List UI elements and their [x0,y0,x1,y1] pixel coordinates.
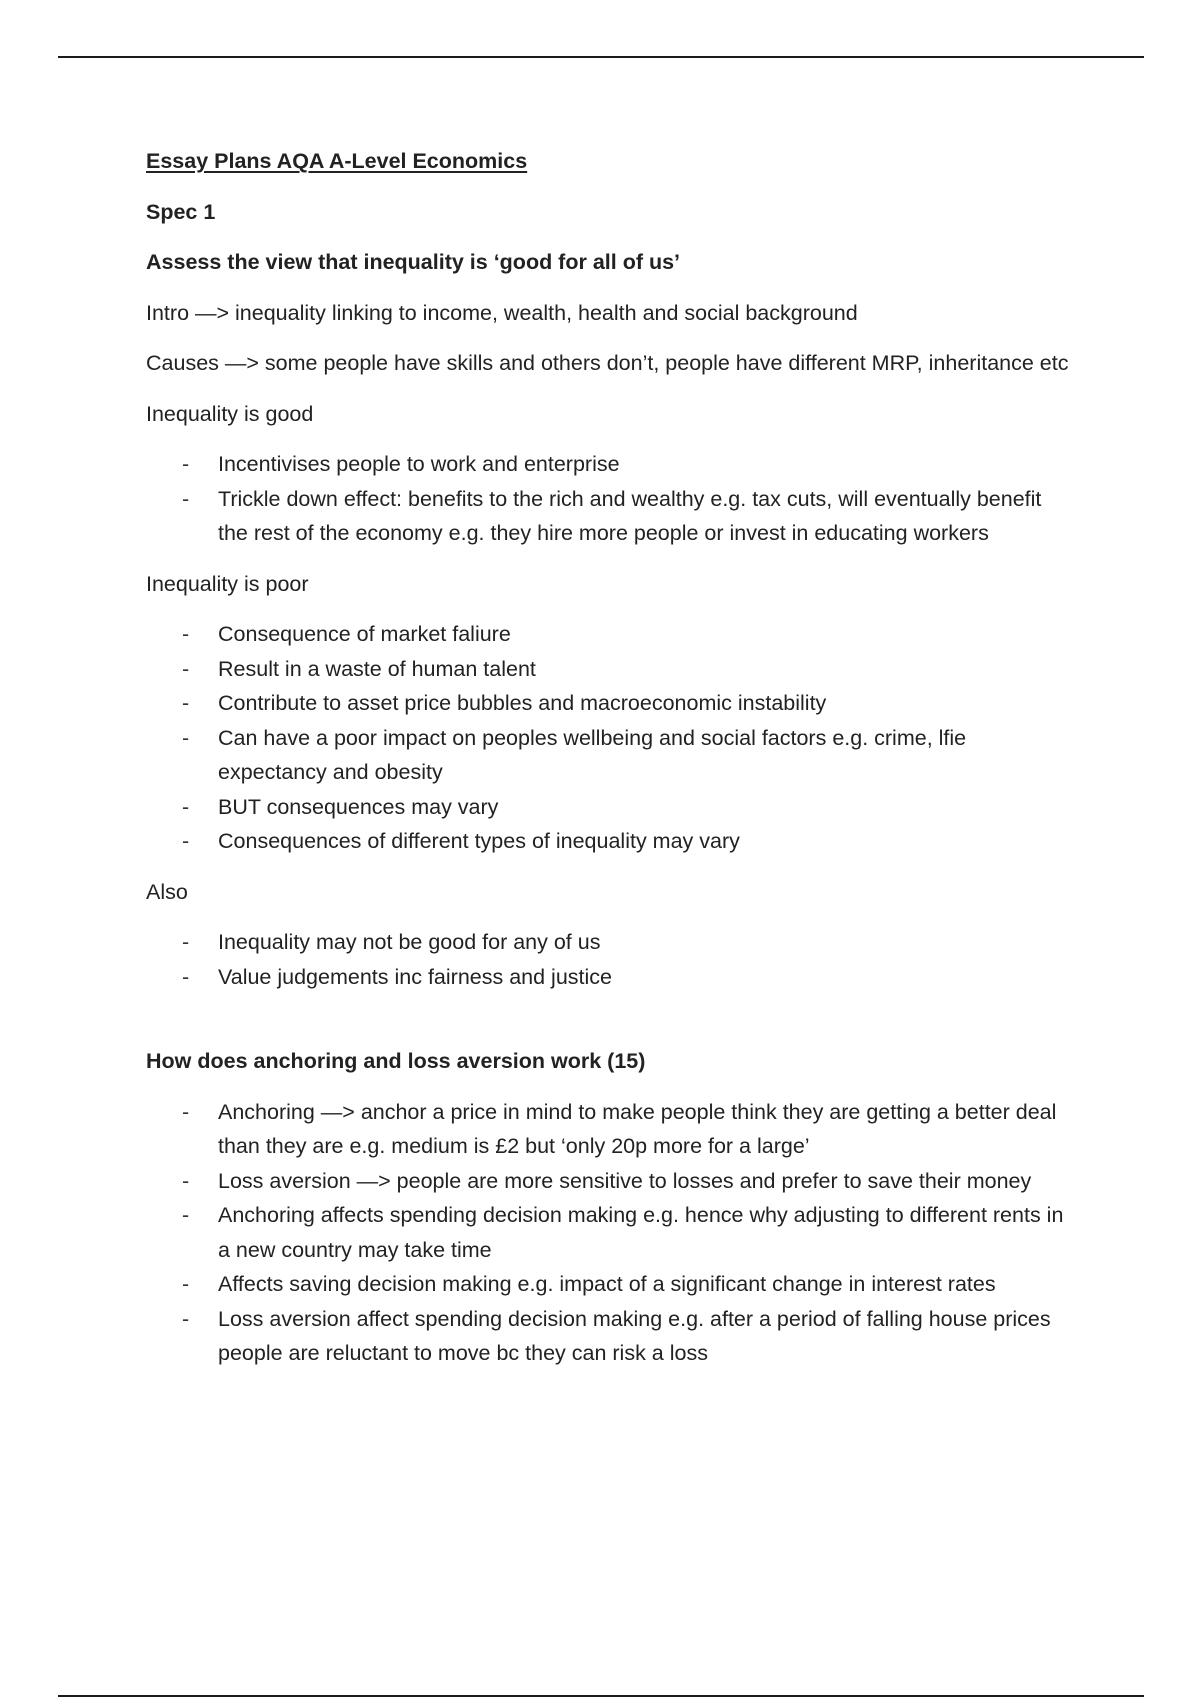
spec-heading: Spec 1 [146,199,216,224]
list-item [146,824,1076,859]
dash-bullet: - [182,452,190,476]
dash-bullet: - [182,930,190,954]
dash-bullet: - [182,794,190,819]
also-heading: Also [146,879,188,904]
list-item-text: Can have a poor impact on peoples wellbeing and social factors e.g. crime, lfie expectancy and obesity [218,725,967,784]
dash-bullet: - [182,1168,190,1193]
list-item-text: Loss aversion affect spending decision making e.g. after a period of falling house prices people are reluctant to move bc they can risk a loss [218,1306,1051,1365]
dash-bullet: - [182,1272,190,1296]
list-item-text: Affects saving decision making e.g. impact of a significant change in interest rates [218,1272,996,1296]
list-item-text: Inequality may not be good for any of us [218,930,601,954]
section-spacer [146,1010,1076,1044]
list-item-text: Result in a waste of human talent [218,656,536,681]
dash-bullet: - [182,829,190,853]
good-points-list [146,447,1076,551]
list-item-text: Anchoring affects spending decision making e.g. hence why adjusting to different rents in a new country may take time [218,1203,1064,1262]
list-item [146,1267,1076,1302]
list-item [146,482,1076,551]
dash-bullet: - [182,486,190,511]
document-body [146,144,1076,1387]
list-item [146,790,1076,825]
essay1-question: Assess the view that inequality is ‘good for all of us’ [146,250,681,274]
list-item-text: Anchoring —> anchor a price in mind to make people think they are getting a better deal than they are e.g. medium is £2 but ‘only 20p more for a large’ [218,1099,1057,1158]
essay2-points-list [146,1095,1076,1371]
bottom-rule [58,1695,1144,1697]
list-item [146,1302,1076,1371]
top-rule [58,56,1144,58]
dash-bullet: - [182,1306,190,1331]
list-item [146,686,1076,721]
list-item-text: Contribute to asset price bubbles and macroeconomic instability [218,691,827,715]
list-item [146,925,1076,960]
list-item [146,617,1076,652]
dash-bullet: - [182,622,190,646]
poor-heading: Inequality is poor [146,571,309,596]
dash-bullet: - [182,1099,190,1124]
list-item [146,447,1076,482]
dash-bullet: - [182,964,190,989]
list-item-text: Incentivises people to work and enterprise [218,452,620,476]
list-item-text: Trickle down effect: benefits to the rich and wealthy e.g. tax cuts, will eventually benefit the rest of the economy e.g. they hire more people or invest in educating workers [218,486,1042,545]
list-item [146,960,1076,995]
good-heading: Inequality is good [146,401,314,426]
dash-bullet: - [182,725,190,750]
dash-bullet: - [182,1203,190,1227]
document-title: Essay Plans AQA A-Level Economics [146,149,528,173]
list-item-text: Consequences of different types of inequality may vary [218,829,740,853]
list-item [146,1095,1076,1164]
essay2-question: How does anchoring and loss aversion work (15) [146,1049,646,1073]
essay1-intro: Intro —> inequality linking to income, wealth, health and social background [146,300,858,325]
list-item-text: Value judgements inc fairness and justice [218,964,612,989]
also-points-list [146,925,1076,994]
list-item-text: Loss aversion —> people are more sensitive to losses and prefer to save their money [218,1168,1032,1193]
list-item [146,1198,1076,1267]
dash-bullet: - [182,691,190,715]
list-item [146,1164,1076,1199]
essay1-causes: Causes —> some people have skills and others don’t, people have different MRP, inheritance etc [146,351,1069,375]
dash-bullet: - [182,656,190,681]
list-item [146,721,1076,790]
list-item-text: Consequence of market faliure [218,622,511,646]
list-item [146,652,1076,687]
poor-points-list [146,617,1076,859]
list-item-text: BUT consequences may vary [218,794,499,819]
